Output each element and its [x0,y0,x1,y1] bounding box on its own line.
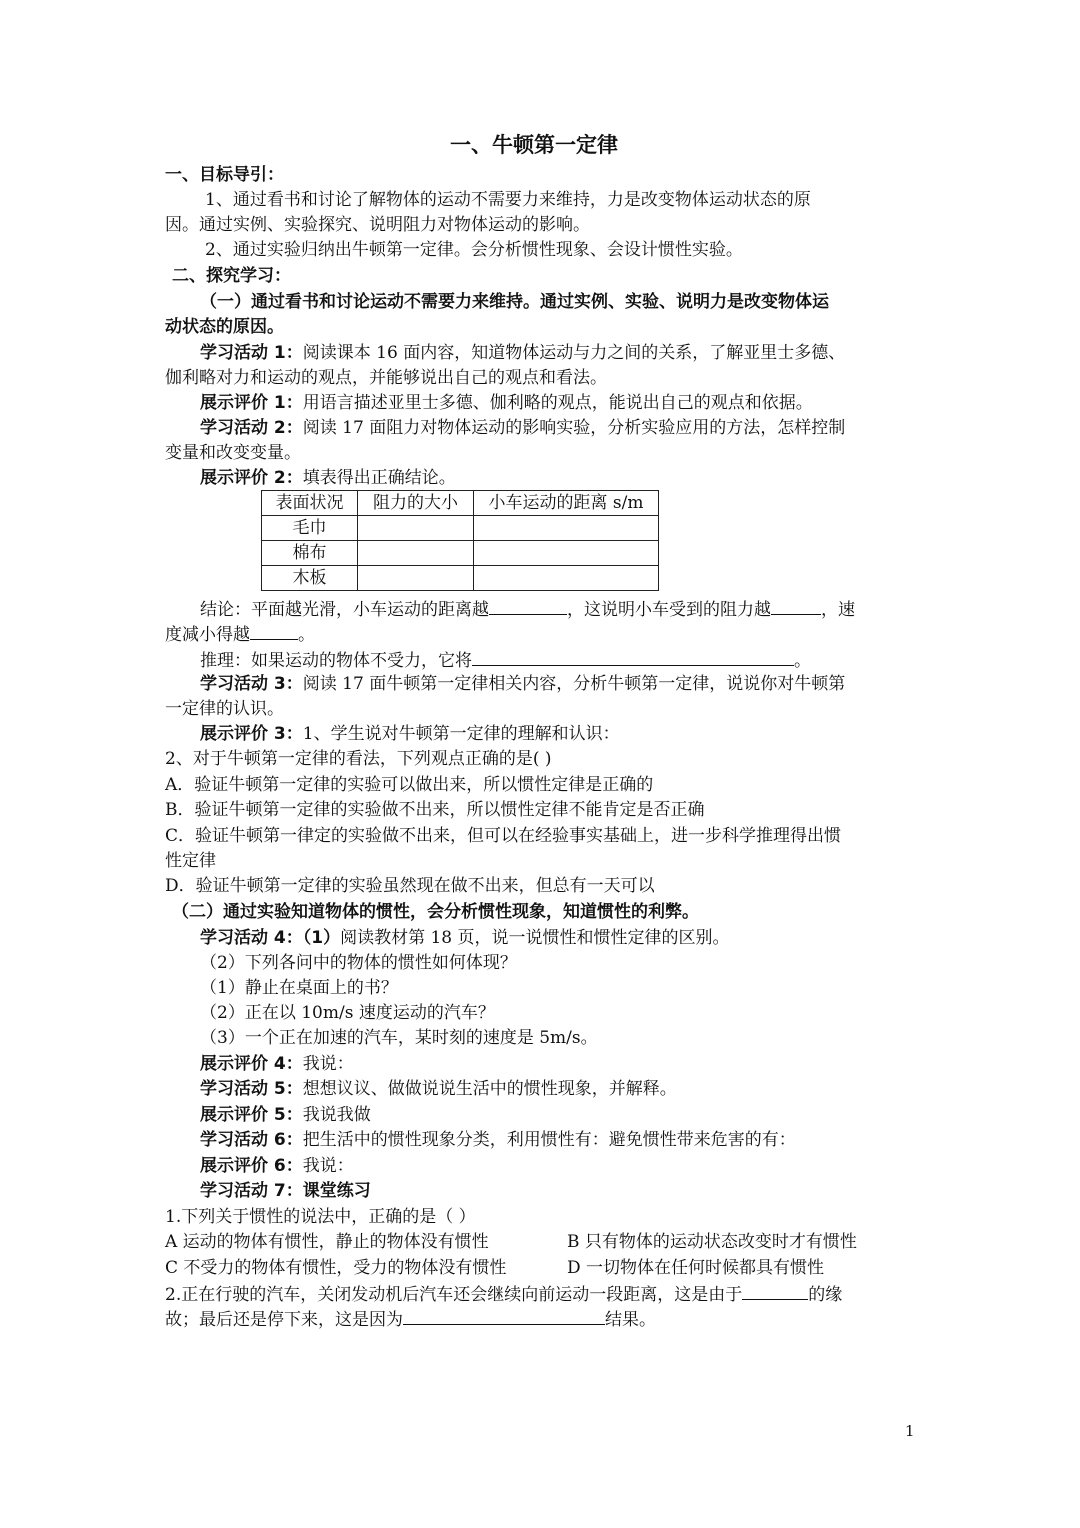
table-cell-surface: 毛巾 [262,516,358,541]
activity-2 [200,416,845,440]
table-header-row [262,491,659,516]
table-row [262,541,659,566]
table-cell-empty[interactable] [358,541,474,566]
exercise-2-text-d: 结果。 [605,1310,656,1330]
fill-blank[interactable] [771,596,821,615]
goal-2: 2、通过实验归纳出牛顿第一定律。会分析惯性现象、会设计惯性实验。 [205,240,743,260]
evaluation-3-label: 展示评价 3： [200,724,303,744]
conclusion-text-b: ，这说明小车受到的阻力越 [567,600,771,620]
table-cell-empty[interactable] [474,541,659,566]
conclusion-text-a: 结论：平面越光滑，小车运动的距离越 [200,600,489,620]
activity-5-text: 想想议议、做做说说生活中的惯性现象，并解释。 [302,1079,677,1099]
fill-blank[interactable] [472,647,794,666]
evaluation-4-label: 展示评价 4： [200,1054,303,1074]
fill-blank[interactable] [250,621,298,640]
table-cell-empty[interactable] [358,516,474,541]
evaluation-6-label: 展示评价 6： [200,1156,303,1176]
question-2: 2、对于牛顿第一定律的看法，下列观点正确的是( ) [165,749,552,769]
section-heading-goals: 一、目标导引： [165,165,284,185]
evaluation-2-label: 展示评价 2： [200,468,303,488]
activity-3 [200,672,845,696]
evaluation-5 [200,1103,371,1127]
option-c-line-2: 性定律 [165,851,216,871]
activity-4-item-1: （1）静止在桌面上的书？ [200,978,398,998]
option-c-line-1: C．验证牛顿第一律定的实验做不出来，但可以在经验事实基础上，进一步科学推理得出惯 [165,826,842,846]
goal-1-line-1: 1、通过看书和讨论了解物体的运动不需要力来维持，力是改变物体运动状态的原 [205,190,811,210]
page-number: 1 [905,1422,915,1440]
activity-2-text: 阅读 17 面阻力对物体运动的影响实验，分析实验应用的方法，怎样控制 [302,418,846,438]
activity-6-text: 把生活中的惯性现象分类，利用惯性有：避免惯性带来危害的有： [302,1130,796,1150]
activity-7: 学习活动 7：课堂练习 [200,1181,371,1201]
evaluation-6-text: 我说： [302,1156,354,1176]
exercise-2-text-a: 2.正在行驶的汽车，关闭发动机后汽车还会继续向前运动一段距离，这是由于 [165,1285,743,1305]
evaluation-5-text: 我说我做 [302,1105,371,1125]
activity-6-label: 学习活动 6： [200,1130,303,1150]
activity-4-item-2: （2）正在以 10m/s 速度运动的汽车？ [200,1003,495,1023]
evaluation-6 [200,1154,354,1178]
evaluation-2 [200,466,456,490]
table-cell-empty[interactable] [474,566,659,591]
table-header-distance: 小车运动的距离 s/m [474,491,659,516]
evaluation-1 [200,391,813,415]
exercise-1: 1.下列关于惯性的说法中，正确的是（ ） [165,1207,476,1227]
fill-blank[interactable] [742,1281,808,1300]
exercise-1-option-d: D 一切物体在任何时候都具有惯性 [567,1258,825,1278]
exercise-1-option-b: B 只有物体的运动状态改变时才有惯性 [567,1232,857,1252]
conclusion-line-1 [200,596,855,620]
activity-2-cont: 变量和改变变量。 [165,443,301,463]
table-row [262,516,659,541]
activity-4 [200,926,730,950]
activity-5 [200,1077,677,1101]
table-header-resistance: 阻力的大小 [358,491,474,516]
activity-3-label: 学习活动 3： [200,674,303,694]
option-b: B．验证牛顿第一定律的实验做不出来，所以惯性定律不能肯定是否正确 [165,800,705,820]
evaluation-1-text: 用语言描述亚里士多德、伽利略的观点，能说出自己的观点和依据。 [302,393,813,413]
part-2-heading: （二）通过实验知道物体的惯性，会分析惯性现象，知道惯性的利弊。 [172,902,699,922]
exercise-1-option-a: A 运动的物体有惯性，静止的物体没有惯性 [165,1232,489,1252]
surface-resistance-table [261,490,659,591]
goal-1-line-2: 因。通过实例、实验探究、说明阻力对物体运动的影响。 [165,215,590,235]
exercise-1-option-c: C 不受力的物体有惯性，受力的物体没有惯性 [165,1258,507,1278]
evaluation-2-text: 填表得出正确结论。 [302,468,456,488]
evaluation-1-label: 展示评价 1： [200,393,303,413]
section-heading-explore: 二、探究学习： [172,266,291,286]
activity-2-label: 学习活动 2： [200,418,303,438]
evaluation-3 [200,722,620,746]
table-cell-surface: 棉布 [262,541,358,566]
exercise-2-line-1 [165,1281,842,1305]
evaluation-5-label: 展示评价 5： [200,1105,303,1125]
activity-1-text: 阅读课本 16 面内容，知道物体运动与力之间的关系，了解亚里士多德、 [302,343,846,363]
fill-blank[interactable] [403,1306,605,1325]
exercise-2-line-2 [165,1306,656,1330]
fill-blank[interactable] [489,596,567,615]
table-cell-empty[interactable] [358,566,474,591]
conclusion-text-c: ，速 [821,600,855,620]
evaluation-4-text: 我说： [302,1054,354,1074]
evaluation-3-text: 1、学生说对牛顿第一定律的理解和认识： [302,724,620,744]
activity-3-text: 阅读 17 面牛顿第一定律相关内容，分析牛顿第一定律，说说你对牛顿第 [302,674,846,694]
table-row [262,566,659,591]
page-title: 一、牛顿第一定律 [450,133,618,157]
table-header-surface: 表面状况 [262,491,358,516]
inference-text-b: 。 [794,651,811,671]
evaluation-4 [200,1052,354,1076]
activity-4-question: （2）下列各问中的物体的惯性如何体现？ [200,953,517,973]
activity-1 [200,341,845,365]
activity-1-cont: 伽利略对力和运动的观点，并能够说出自己的观点和看法。 [165,368,607,388]
conclusion-text-e: 。 [298,625,315,645]
option-a: A．验证牛顿第一定律的实验可以做出来，所以惯性定律是正确的 [165,775,654,795]
exercise-2-text-c: 故；最后还是停下来，这是因为 [165,1310,403,1330]
option-d: D．验证牛顿第一定律的实验虽然现在做不出来，但总有一天可以 [165,876,655,896]
table-cell-surface: 木板 [262,566,358,591]
activity-3-cont: 一定律的认识。 [165,699,284,719]
activity-1-label: 学习活动 1： [200,343,303,363]
part-1-heading-line-2: 动状态的原因。 [165,317,284,337]
part-1-heading-line-1: （一）通过看书和讨论运动不需要力来维持。通过实例、实验、说明力是改变物体运 [200,292,829,312]
exercise-2-text-b: 的缘 [808,1285,843,1305]
activity-5-label: 学习活动 5： [200,1079,303,1099]
inference-text-a: 推理：如果运动的物体不受力，它将 [200,651,472,671]
activity-6 [200,1128,796,1152]
conclusion-text-d: 度减小得越 [165,625,250,645]
inference-line [200,647,811,671]
conclusion-line-2 [165,621,315,645]
table-cell-empty[interactable] [474,516,659,541]
activity-4-text: 阅读教材第 18 页，说一说惯性和惯性定律的区别。 [340,928,730,948]
activity-4-item-3: （3）一个正在加速的汽车，某时刻的速度是 5m/s。 [200,1028,598,1048]
activity-4-label: 学习活动 4：（1） [200,928,341,948]
